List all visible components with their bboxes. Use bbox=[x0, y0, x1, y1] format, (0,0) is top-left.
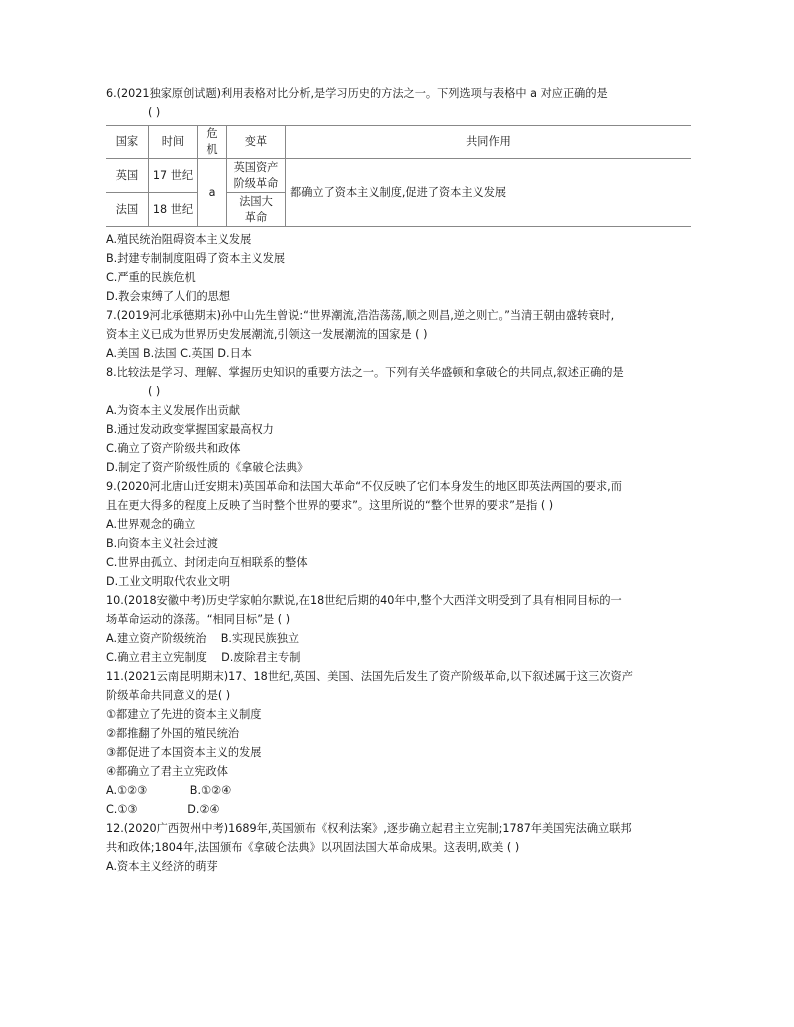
options-cd: C.确立君主立宪制度 D.废除君主专制 bbox=[106, 651, 301, 664]
question-10-stem: 10.(2018安徽中考)历史学家帕尔默说,在18世纪后期的40年中,整个大西洋文明受到了具有相同目标的一 bbox=[106, 594, 622, 607]
table-header-time: 时间 bbox=[149, 126, 198, 159]
question-12-stem-cont: 共和政体;1804年,法国颁布《拿破仑法典》以巩固法国大革命成果。这表明,欧美 ( ) bbox=[106, 841, 520, 854]
table-header-effect: 共同作用 bbox=[286, 126, 692, 159]
question-8-answer-blank: ( ) bbox=[148, 385, 161, 398]
statement-item: ①都建立了先进的资本主义制度 bbox=[106, 708, 262, 721]
question-12-stem: 12.(2020广西贺州中考)1689年,英国颁布《权利法案》,逐步确立起君主立宪制;1787年美国宪法确立联邦 bbox=[106, 822, 632, 835]
statement-item: ②都推翻了外国的殖民统治 bbox=[106, 727, 240, 740]
question-9 bbox=[106, 477, 691, 591]
question-7-stem-cont: 资本主义已成为世界历史发展潮流,引领这一发展潮流的国家是 ( ) bbox=[106, 328, 428, 341]
table-cell-country: 法国 bbox=[106, 193, 149, 227]
options-ab: A.建立资产阶级统治 B.实现民族独立 bbox=[106, 632, 300, 645]
question-7-stem: 7.(2019河北承德期末)孙中山先生曾说:“世界潮流,浩浩荡荡,顺之则昌,逆之则亡。”当清王朝由盛转衰时, bbox=[106, 309, 615, 322]
table-cell-change-line: 英国资产 bbox=[233, 160, 279, 174]
table-cell-crisis: a bbox=[198, 159, 227, 227]
table-cell-effect: 都确立了资本主义制度,促进了资本主义发展 bbox=[286, 159, 692, 227]
table-cell-time: 17 世纪 bbox=[149, 159, 198, 193]
table-header-row bbox=[106, 126, 691, 159]
option-d: D.教会束缚了人们的思想 bbox=[106, 290, 231, 303]
comparison-table bbox=[106, 125, 691, 227]
question-11 bbox=[106, 667, 691, 819]
question-9-stem: 9.(2020河北唐山迁安期末)英国革命和法国大革命“不仅反映了它们本身发生的地区即英法两国的要求,而 bbox=[106, 480, 622, 493]
table-cell-change bbox=[227, 159, 286, 193]
table-header-crisis: 危机 bbox=[198, 126, 227, 159]
question-6 bbox=[106, 84, 691, 306]
table-cell-change-line: 法国大 bbox=[239, 194, 273, 208]
statement-item: ③都促进了本国资本主义的发展 bbox=[106, 746, 262, 759]
option-a: A.世界观念的确立 bbox=[106, 518, 196, 531]
question-8-stem: 8.比较法是学习、理解、掌握历史知识的重要方法之一。下列有关华盛顿和拿破仑的共同点,叙述正确的是 bbox=[106, 366, 624, 379]
options-cd: C.①③ D.②④ bbox=[106, 803, 220, 816]
option-a: A.资本主义经济的萌芽 bbox=[106, 860, 218, 873]
option-c: C.确立了资产阶级共和政体 bbox=[106, 442, 241, 455]
options-ab: A.①②③ B.①②④ bbox=[106, 784, 232, 797]
question-7-options: A.美国 B.法国 C.英国 D.日本 bbox=[106, 347, 252, 360]
question-9-stem-cont: 且在更大得多的程度上反映了当时整个世界的要求”。这里所说的“整个世界的要求”是指 ( ) bbox=[106, 499, 554, 512]
question-11-stem: 11.(2021云南昆明期末)17、18世纪,英国、美国、法国先后发生了资产阶级革命,以下叙述属于这三次资产 bbox=[106, 670, 633, 683]
table-header-change: 变革 bbox=[227, 126, 286, 159]
question-10-stem-cont: 场革命运动的涤荡。“相同目标”是 ( ) bbox=[106, 613, 291, 626]
option-a: A.为资本主义发展作出贡献 bbox=[106, 404, 241, 417]
option-b: B.向资本主义社会过渡 bbox=[106, 537, 218, 550]
question-12 bbox=[106, 819, 691, 876]
table-cell-time: 18 世纪 bbox=[149, 193, 198, 227]
exam-page bbox=[106, 84, 691, 876]
option-b: B.封建专制制度阻碍了资本主义发展 bbox=[106, 252, 286, 265]
question-10 bbox=[106, 591, 691, 667]
table-cell-change-line: 革命 bbox=[244, 210, 268, 224]
table-row bbox=[106, 159, 691, 193]
question-6-stem: 6.(2021独家原创试题)利用表格对比分析,是学习历史的方法之一。下列选项与表格中 a 对应正确的是 bbox=[106, 87, 608, 100]
table-cell-change bbox=[227, 193, 286, 227]
option-d: D.制定了资产阶级性质的《拿破仑法典》 bbox=[106, 461, 309, 474]
option-c: C.严重的民族危机 bbox=[106, 271, 196, 284]
option-b: B.通过发动政变掌握国家最高权力 bbox=[106, 423, 274, 436]
statement-item: ④都确立了君主立宪政体 bbox=[106, 765, 228, 778]
table-header-country: 国家 bbox=[106, 126, 149, 159]
question-7 bbox=[106, 306, 691, 363]
table-cell-change-line: 阶级革命 bbox=[233, 176, 279, 190]
question-6-answer-blank: ( ) bbox=[148, 106, 161, 119]
table-cell-country: 英国 bbox=[106, 159, 149, 193]
option-a: A.殖民统治阻碍资本主义发展 bbox=[106, 233, 252, 246]
option-d: D.工业文明取代农业文明 bbox=[106, 575, 231, 588]
question-8 bbox=[106, 363, 691, 477]
option-c: C.世界由孤立、封闭走向互相联系的整体 bbox=[106, 556, 308, 569]
question-11-stem-cont: 阶级革命共同意义的是( ) bbox=[106, 689, 231, 702]
